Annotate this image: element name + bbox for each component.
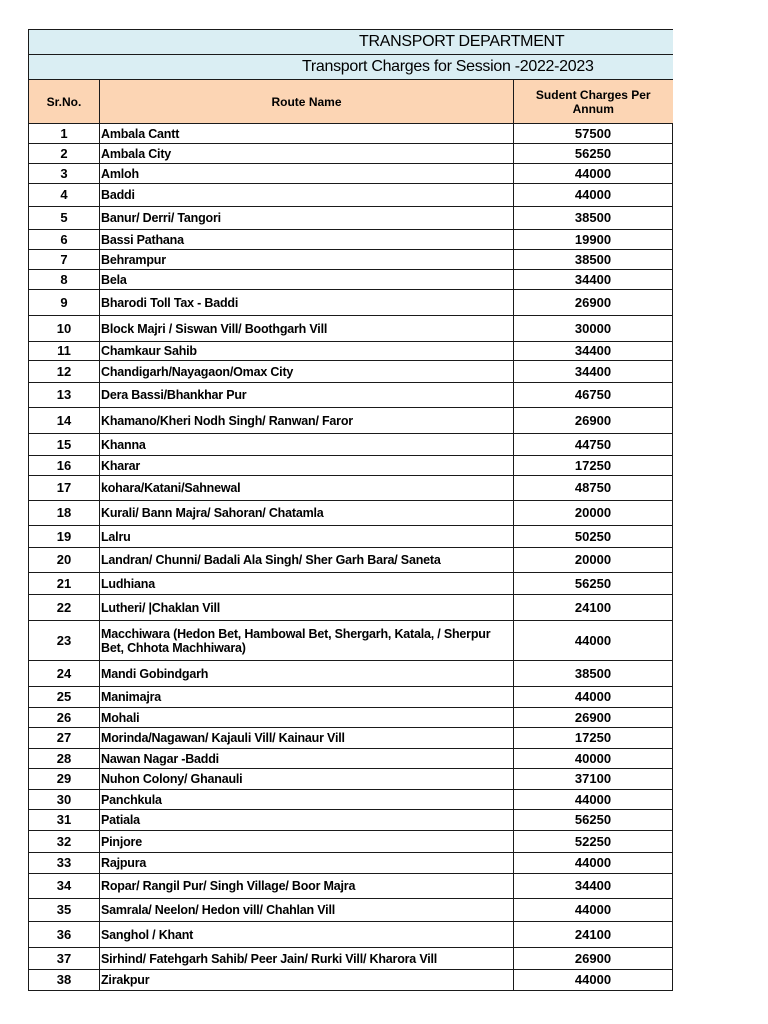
table-row bbox=[29, 144, 673, 164]
charge-cell: 44000 bbox=[514, 899, 673, 922]
route-name-cell: Sirhind/ Fatehgarh Sahib/ Peer Jain/ Rurki Vill/ Kharora Vill bbox=[100, 948, 514, 970]
table-row bbox=[29, 526, 673, 548]
sr-number-cell: 28 bbox=[29, 749, 100, 769]
route-name-cell: Bassi Pathana bbox=[100, 230, 514, 250]
route-name-cell: Baddi bbox=[100, 184, 514, 207]
sr-number-cell: 25 bbox=[29, 687, 100, 708]
charge-cell: 20000 bbox=[514, 501, 673, 526]
charge-cell: 38500 bbox=[514, 250, 673, 270]
table-row bbox=[29, 769, 673, 790]
charge-cell: 44000 bbox=[514, 970, 673, 991]
charge-cell: 34400 bbox=[514, 342, 673, 361]
sr-number-cell: 29 bbox=[29, 769, 100, 790]
table-row bbox=[29, 687, 673, 708]
table-row bbox=[29, 270, 673, 290]
table-row bbox=[29, 948, 673, 970]
table-row bbox=[29, 899, 673, 922]
route-name-cell: Lutheri/ |Chaklan Vill bbox=[100, 595, 514, 621]
charge-cell: 50250 bbox=[514, 526, 673, 548]
sr-number-cell: 36 bbox=[29, 922, 100, 948]
column-header-charges: Sudent Charges Per Annum bbox=[514, 80, 673, 124]
charge-cell: 57500 bbox=[514, 124, 673, 144]
charge-cell: 24100 bbox=[514, 595, 673, 621]
sr-number-cell: 26 bbox=[29, 708, 100, 728]
sr-number-cell: 1 bbox=[29, 124, 100, 144]
route-name-cell: Khanna bbox=[100, 434, 514, 456]
subtitle-row bbox=[29, 55, 673, 80]
charge-cell: 26900 bbox=[514, 708, 673, 728]
sr-number-cell: 33 bbox=[29, 853, 100, 874]
route-name-cell: Landran/ Chunni/ Badali Ala Singh/ Sher Garh Bara/ Saneta bbox=[100, 548, 514, 573]
route-name-cell: Nawan Nagar -Baddi bbox=[100, 749, 514, 769]
table-row bbox=[29, 708, 673, 728]
sr-number-cell: 17 bbox=[29, 476, 100, 501]
table-row bbox=[29, 970, 673, 991]
sr-number-cell: 2 bbox=[29, 144, 100, 164]
page-title: TRANSPORT DEPARTMENT bbox=[359, 33, 565, 50]
table-row bbox=[29, 250, 673, 270]
sr-number-cell: 34 bbox=[29, 874, 100, 899]
transport-charges-table bbox=[28, 29, 673, 991]
sr-number-cell: 3 bbox=[29, 164, 100, 184]
table-row bbox=[29, 316, 673, 342]
route-name-cell: Ambala Cantt bbox=[100, 124, 514, 144]
charge-cell: 44000 bbox=[514, 853, 673, 874]
sr-number-cell: 37 bbox=[29, 948, 100, 970]
table-row bbox=[29, 548, 673, 573]
sr-number-cell: 31 bbox=[29, 810, 100, 831]
sr-number-cell: 12 bbox=[29, 361, 100, 383]
route-name-cell: Sanghol / Khant bbox=[100, 922, 514, 948]
charge-cell: 30000 bbox=[514, 316, 673, 342]
table-row bbox=[29, 621, 673, 661]
route-name-cell: Patiala bbox=[100, 810, 514, 831]
charge-cell: 44000 bbox=[514, 621, 673, 661]
charge-cell: 44000 bbox=[514, 687, 673, 708]
charge-cell: 38500 bbox=[514, 661, 673, 687]
route-name-cell: Ludhiana bbox=[100, 573, 514, 595]
table-row bbox=[29, 874, 673, 899]
sr-number-cell: 22 bbox=[29, 595, 100, 621]
route-name-cell: Ropar/ Rangil Pur/ Singh Village/ Boor Majra bbox=[100, 874, 514, 899]
sr-number-cell: 7 bbox=[29, 250, 100, 270]
charge-cell: 56250 bbox=[514, 573, 673, 595]
column-header-row bbox=[29, 80, 673, 124]
table-row bbox=[29, 361, 673, 383]
charge-cell: 34400 bbox=[514, 361, 673, 383]
charge-cell: 26900 bbox=[514, 948, 673, 970]
table-row bbox=[29, 922, 673, 948]
charge-cell: 26900 bbox=[514, 290, 673, 316]
table-row bbox=[29, 749, 673, 769]
route-name-cell: Bela bbox=[100, 270, 514, 290]
route-name-cell: Bharodi Toll Tax - Baddi bbox=[100, 290, 514, 316]
column-header-sr: Sr.No. bbox=[29, 80, 100, 124]
subtitle-cell bbox=[29, 55, 673, 80]
sr-number-cell: 8 bbox=[29, 270, 100, 290]
sr-number-cell: 9 bbox=[29, 290, 100, 316]
sr-number-cell: 11 bbox=[29, 342, 100, 361]
table-row bbox=[29, 434, 673, 456]
route-name-cell: Amloh bbox=[100, 164, 514, 184]
table-row bbox=[29, 661, 673, 687]
route-name-cell: Block Majri / Siswan Vill/ Boothgarh Vill bbox=[100, 316, 514, 342]
charges-sheet bbox=[28, 29, 672, 991]
table-row bbox=[29, 342, 673, 361]
charge-cell: 17250 bbox=[514, 728, 673, 749]
charge-cell: 17250 bbox=[514, 456, 673, 476]
table-row bbox=[29, 184, 673, 207]
route-name-cell: Rajpura bbox=[100, 853, 514, 874]
table-row bbox=[29, 164, 673, 184]
route-name-cell: Morinda/Nagawan/ Kajauli Vill/ Kainaur Vill bbox=[100, 728, 514, 749]
table-row bbox=[29, 456, 673, 476]
table-row bbox=[29, 290, 673, 316]
route-name-cell: kohara/Katani/Sahnewal bbox=[100, 476, 514, 501]
charge-cell: 44000 bbox=[514, 164, 673, 184]
route-name-cell: Nuhon Colony/ Ghanauli bbox=[100, 769, 514, 790]
sr-number-cell: 19 bbox=[29, 526, 100, 548]
route-name-cell: Kharar bbox=[100, 456, 514, 476]
charge-cell: 56250 bbox=[514, 810, 673, 831]
sr-number-cell: 20 bbox=[29, 548, 100, 573]
charge-cell: 56250 bbox=[514, 144, 673, 164]
charge-cell: 40000 bbox=[514, 749, 673, 769]
table-row bbox=[29, 501, 673, 526]
route-name-cell: Khamano/Kheri Nodh Singh/ Ranwan/ Faror bbox=[100, 408, 514, 434]
route-name-cell: Mohali bbox=[100, 708, 514, 728]
sr-number-cell: 38 bbox=[29, 970, 100, 991]
sr-number-cell: 4 bbox=[29, 184, 100, 207]
charge-cell: 34400 bbox=[514, 270, 673, 290]
charge-cell: 52250 bbox=[514, 831, 673, 853]
route-name-cell: Panchkula bbox=[100, 790, 514, 810]
table-row bbox=[29, 383, 673, 408]
charge-cell: 26900 bbox=[514, 408, 673, 434]
charge-cell: 46750 bbox=[514, 383, 673, 408]
sr-number-cell: 15 bbox=[29, 434, 100, 456]
sr-number-cell: 14 bbox=[29, 408, 100, 434]
charge-cell: 48750 bbox=[514, 476, 673, 501]
sr-number-cell: 30 bbox=[29, 790, 100, 810]
table-row bbox=[29, 573, 673, 595]
table-row bbox=[29, 728, 673, 749]
sr-number-cell: 23 bbox=[29, 621, 100, 661]
title-cell bbox=[29, 30, 673, 55]
table-row bbox=[29, 207, 673, 230]
sr-number-cell: 10 bbox=[29, 316, 100, 342]
sr-number-cell: 6 bbox=[29, 230, 100, 250]
charge-cell: 44750 bbox=[514, 434, 673, 456]
sr-number-cell: 35 bbox=[29, 899, 100, 922]
route-name-cell: Chamkaur Sahib bbox=[100, 342, 514, 361]
route-name-cell: Lalru bbox=[100, 526, 514, 548]
charge-cell: 34400 bbox=[514, 874, 673, 899]
sr-number-cell: 32 bbox=[29, 831, 100, 853]
route-name-cell: Chandigarh/Nayagaon/Omax City bbox=[100, 361, 514, 383]
sr-number-cell: 27 bbox=[29, 728, 100, 749]
route-name-cell: Dera Bassi/Bhankhar Pur bbox=[100, 383, 514, 408]
route-name-cell: Zirakpur bbox=[100, 970, 514, 991]
route-name-cell: Ambala City bbox=[100, 144, 514, 164]
sr-number-cell: 18 bbox=[29, 501, 100, 526]
table-row bbox=[29, 595, 673, 621]
route-name-cell: Behrampur bbox=[100, 250, 514, 270]
sr-number-cell: 21 bbox=[29, 573, 100, 595]
table-row bbox=[29, 831, 673, 853]
route-name-cell: Manimajra bbox=[100, 687, 514, 708]
sr-number-cell: 16 bbox=[29, 456, 100, 476]
title-row bbox=[29, 30, 673, 55]
charge-cell: 44000 bbox=[514, 184, 673, 207]
table-row bbox=[29, 810, 673, 831]
charge-cell: 37100 bbox=[514, 769, 673, 790]
sr-number-cell: 5 bbox=[29, 207, 100, 230]
column-header-route: Route Name bbox=[100, 80, 514, 124]
route-name-cell: Pinjore bbox=[100, 831, 514, 853]
route-name-cell: Kurali/ Bann Majra/ Sahoran/ Chatamla bbox=[100, 501, 514, 526]
table-row bbox=[29, 124, 673, 144]
charge-cell: 19900 bbox=[514, 230, 673, 250]
route-name-cell: Mandi Gobindgarh bbox=[100, 661, 514, 687]
route-name-cell: Macchiwara (Hedon Bet, Hambowal Bet, Shergarh, Katala, / Sherpur Bet, Chhota Machhiwara) bbox=[100, 621, 514, 661]
sr-number-cell: 24 bbox=[29, 661, 100, 687]
charge-cell: 38500 bbox=[514, 207, 673, 230]
table-row bbox=[29, 853, 673, 874]
route-name-cell: Samrala/ Neelon/ Hedon vill/ Chahlan Vill bbox=[100, 899, 514, 922]
table-row bbox=[29, 230, 673, 250]
charge-cell: 44000 bbox=[514, 790, 673, 810]
table-row bbox=[29, 408, 673, 434]
charge-cell: 20000 bbox=[514, 548, 673, 573]
table-row bbox=[29, 476, 673, 501]
sr-number-cell: 13 bbox=[29, 383, 100, 408]
charge-cell: 24100 bbox=[514, 922, 673, 948]
page-subtitle: Transport Charges for Session -2022-2023 bbox=[302, 58, 594, 75]
table-row bbox=[29, 790, 673, 810]
route-name-cell: Banur/ Derri/ Tangori bbox=[100, 207, 514, 230]
